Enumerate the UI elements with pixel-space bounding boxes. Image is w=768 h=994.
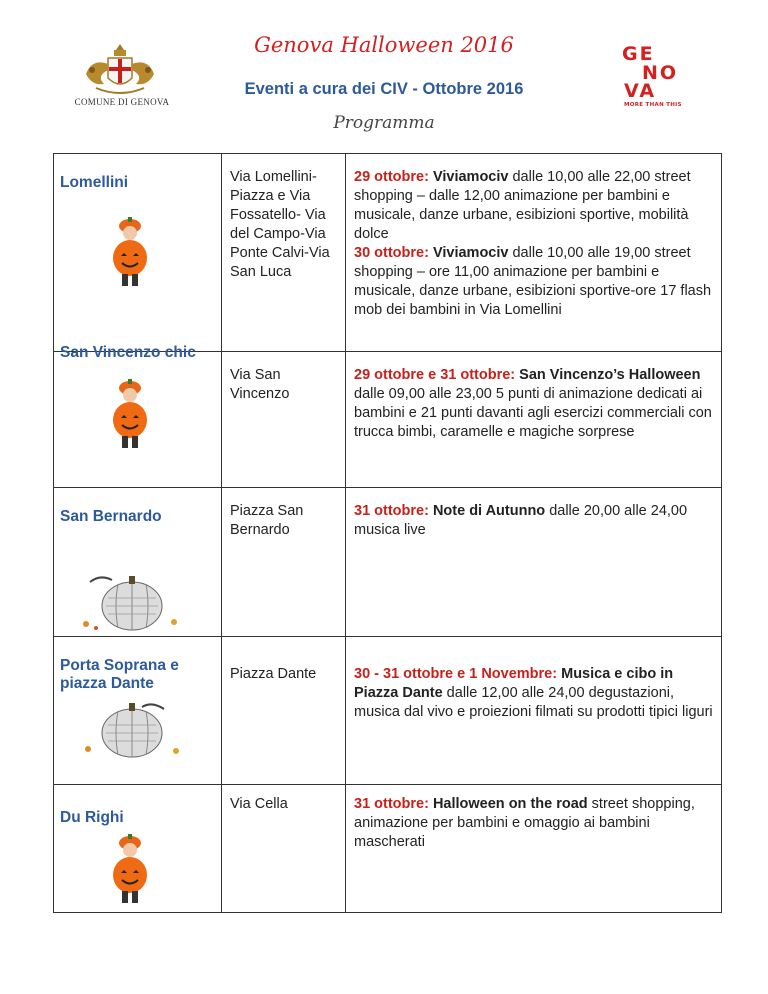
street-text: Piazza San Bernardo — [230, 503, 304, 538]
civ-name: Lomellini — [60, 174, 129, 191]
civ-name: San Bernardo — [60, 508, 162, 525]
street-text: Via Cella — [230, 796, 288, 812]
crest-label: COMUNE DI GENOVA — [74, 97, 170, 107]
event-description: dalle 10,00 alle 22,00 street shopping – dalle 12,00 animazione per bambini e musicale, danze urbane, esibizioni sportive, mobilità dolce — [354, 169, 691, 242]
street-cell — [222, 352, 346, 488]
table-row — [54, 488, 722, 637]
program-table — [53, 153, 722, 913]
event-text — [346, 785, 721, 852]
pumpkin-costume-child-icon — [110, 378, 150, 452]
event-cell — [346, 352, 722, 488]
event-date: 31 ottobre: — [354, 796, 429, 812]
table-row — [54, 154, 722, 352]
street-cell — [222, 785, 346, 913]
civ-name: Porta Soprana e piazza Dante — [60, 657, 179, 692]
section-title: Programma — [333, 113, 435, 133]
page-title: Genova Halloween 2016 — [254, 33, 514, 57]
event-name: Note di Autunno — [432, 503, 546, 519]
civ-cell — [54, 344, 222, 488]
event-text — [346, 352, 721, 442]
street-cell — [222, 154, 346, 352]
street-text: Piazza Dante — [230, 666, 317, 682]
event-description: street shopping, animazione per bambini e omaggio ai bambini mascherati — [354, 796, 695, 850]
table-row — [54, 352, 722, 488]
event-name: Viviamociv — [432, 169, 509, 185]
civ-cell — [54, 637, 222, 785]
event-description: dalle 12,00 alle 24,00 degustazioni, musica dal vivo e proiezioni filmati su prodotti tipici liguri — [354, 685, 713, 720]
event-cell — [346, 488, 722, 637]
pumpkin-costume-child-icon — [110, 833, 150, 907]
event-text — [346, 154, 721, 320]
event-description: dalle 09,00 alle 23,00 5 punti di animazione dedicati ai bambini e 21 punti davanti agli esercizi commerciali con trucca bimbi, caramelle e magiche sorprese — [354, 386, 712, 440]
event-date: 30 - 31 ottobre e 1 Novembre: — [354, 666, 558, 682]
event-date: 30 ottobre: — [354, 245, 429, 261]
civ-cell — [54, 154, 222, 352]
street-text: Via San Vincenzo — [230, 367, 290, 402]
civ-name: Du Righi — [60, 809, 124, 826]
event-name: Viviamociv — [432, 245, 509, 261]
street-text: Via Lomellini-Piazza e Via Fossatello- Via del Campo-Via Ponte Calvi-Via San Luca — [230, 169, 330, 280]
table-row — [54, 637, 722, 785]
event-description: dalle 10,00 alle 19,00 street shopping – ore 11,00 animazione per bambini e musicale, danze urbane, esibizioni sportive-ore 17 flash mob dei bambini in Via Lomellini — [354, 245, 712, 318]
event-name: Musica e cibo in Piazza Dante — [354, 666, 674, 701]
event-date: 29 ottobre e 31 ottobre: — [354, 367, 516, 383]
event-name: San Vincenzo’s Halloween — [519, 367, 701, 383]
event-date: 29 ottobre: — [354, 169, 429, 185]
civ-name: San Vincenzo chic — [60, 344, 196, 361]
logo-row-1: GE — [622, 43, 655, 65]
event-text — [346, 488, 721, 540]
event-text — [346, 637, 721, 722]
civ-cell — [54, 488, 222, 637]
logo-row-2: NO — [642, 62, 679, 84]
sheet-music-pumpkin-icon — [78, 572, 186, 632]
civ-cell — [54, 785, 222, 913]
street-cell — [222, 637, 346, 785]
page-header — [0, 0, 768, 150]
genova-logo — [616, 44, 708, 110]
event-description: dalle 20,00 alle 24,00 musica live — [354, 503, 688, 538]
event-date: 31 ottobre: — [354, 503, 429, 519]
event-name: Halloween on the road — [432, 796, 588, 812]
logo-row-3: VA — [624, 80, 657, 102]
page-subtitle: Eventi a cura dei CIV - Ottobre 2016 — [244, 80, 524, 98]
event-cell — [346, 154, 722, 352]
event-cell — [346, 637, 722, 785]
table-row — [54, 785, 722, 913]
sheet-music-pumpkin-icon — [78, 699, 186, 759]
pumpkin-costume-child-icon — [110, 216, 150, 290]
event-cell — [346, 785, 722, 913]
logo-tagline: MORE THAN THIS — [624, 102, 682, 108]
street-cell — [222, 488, 346, 637]
